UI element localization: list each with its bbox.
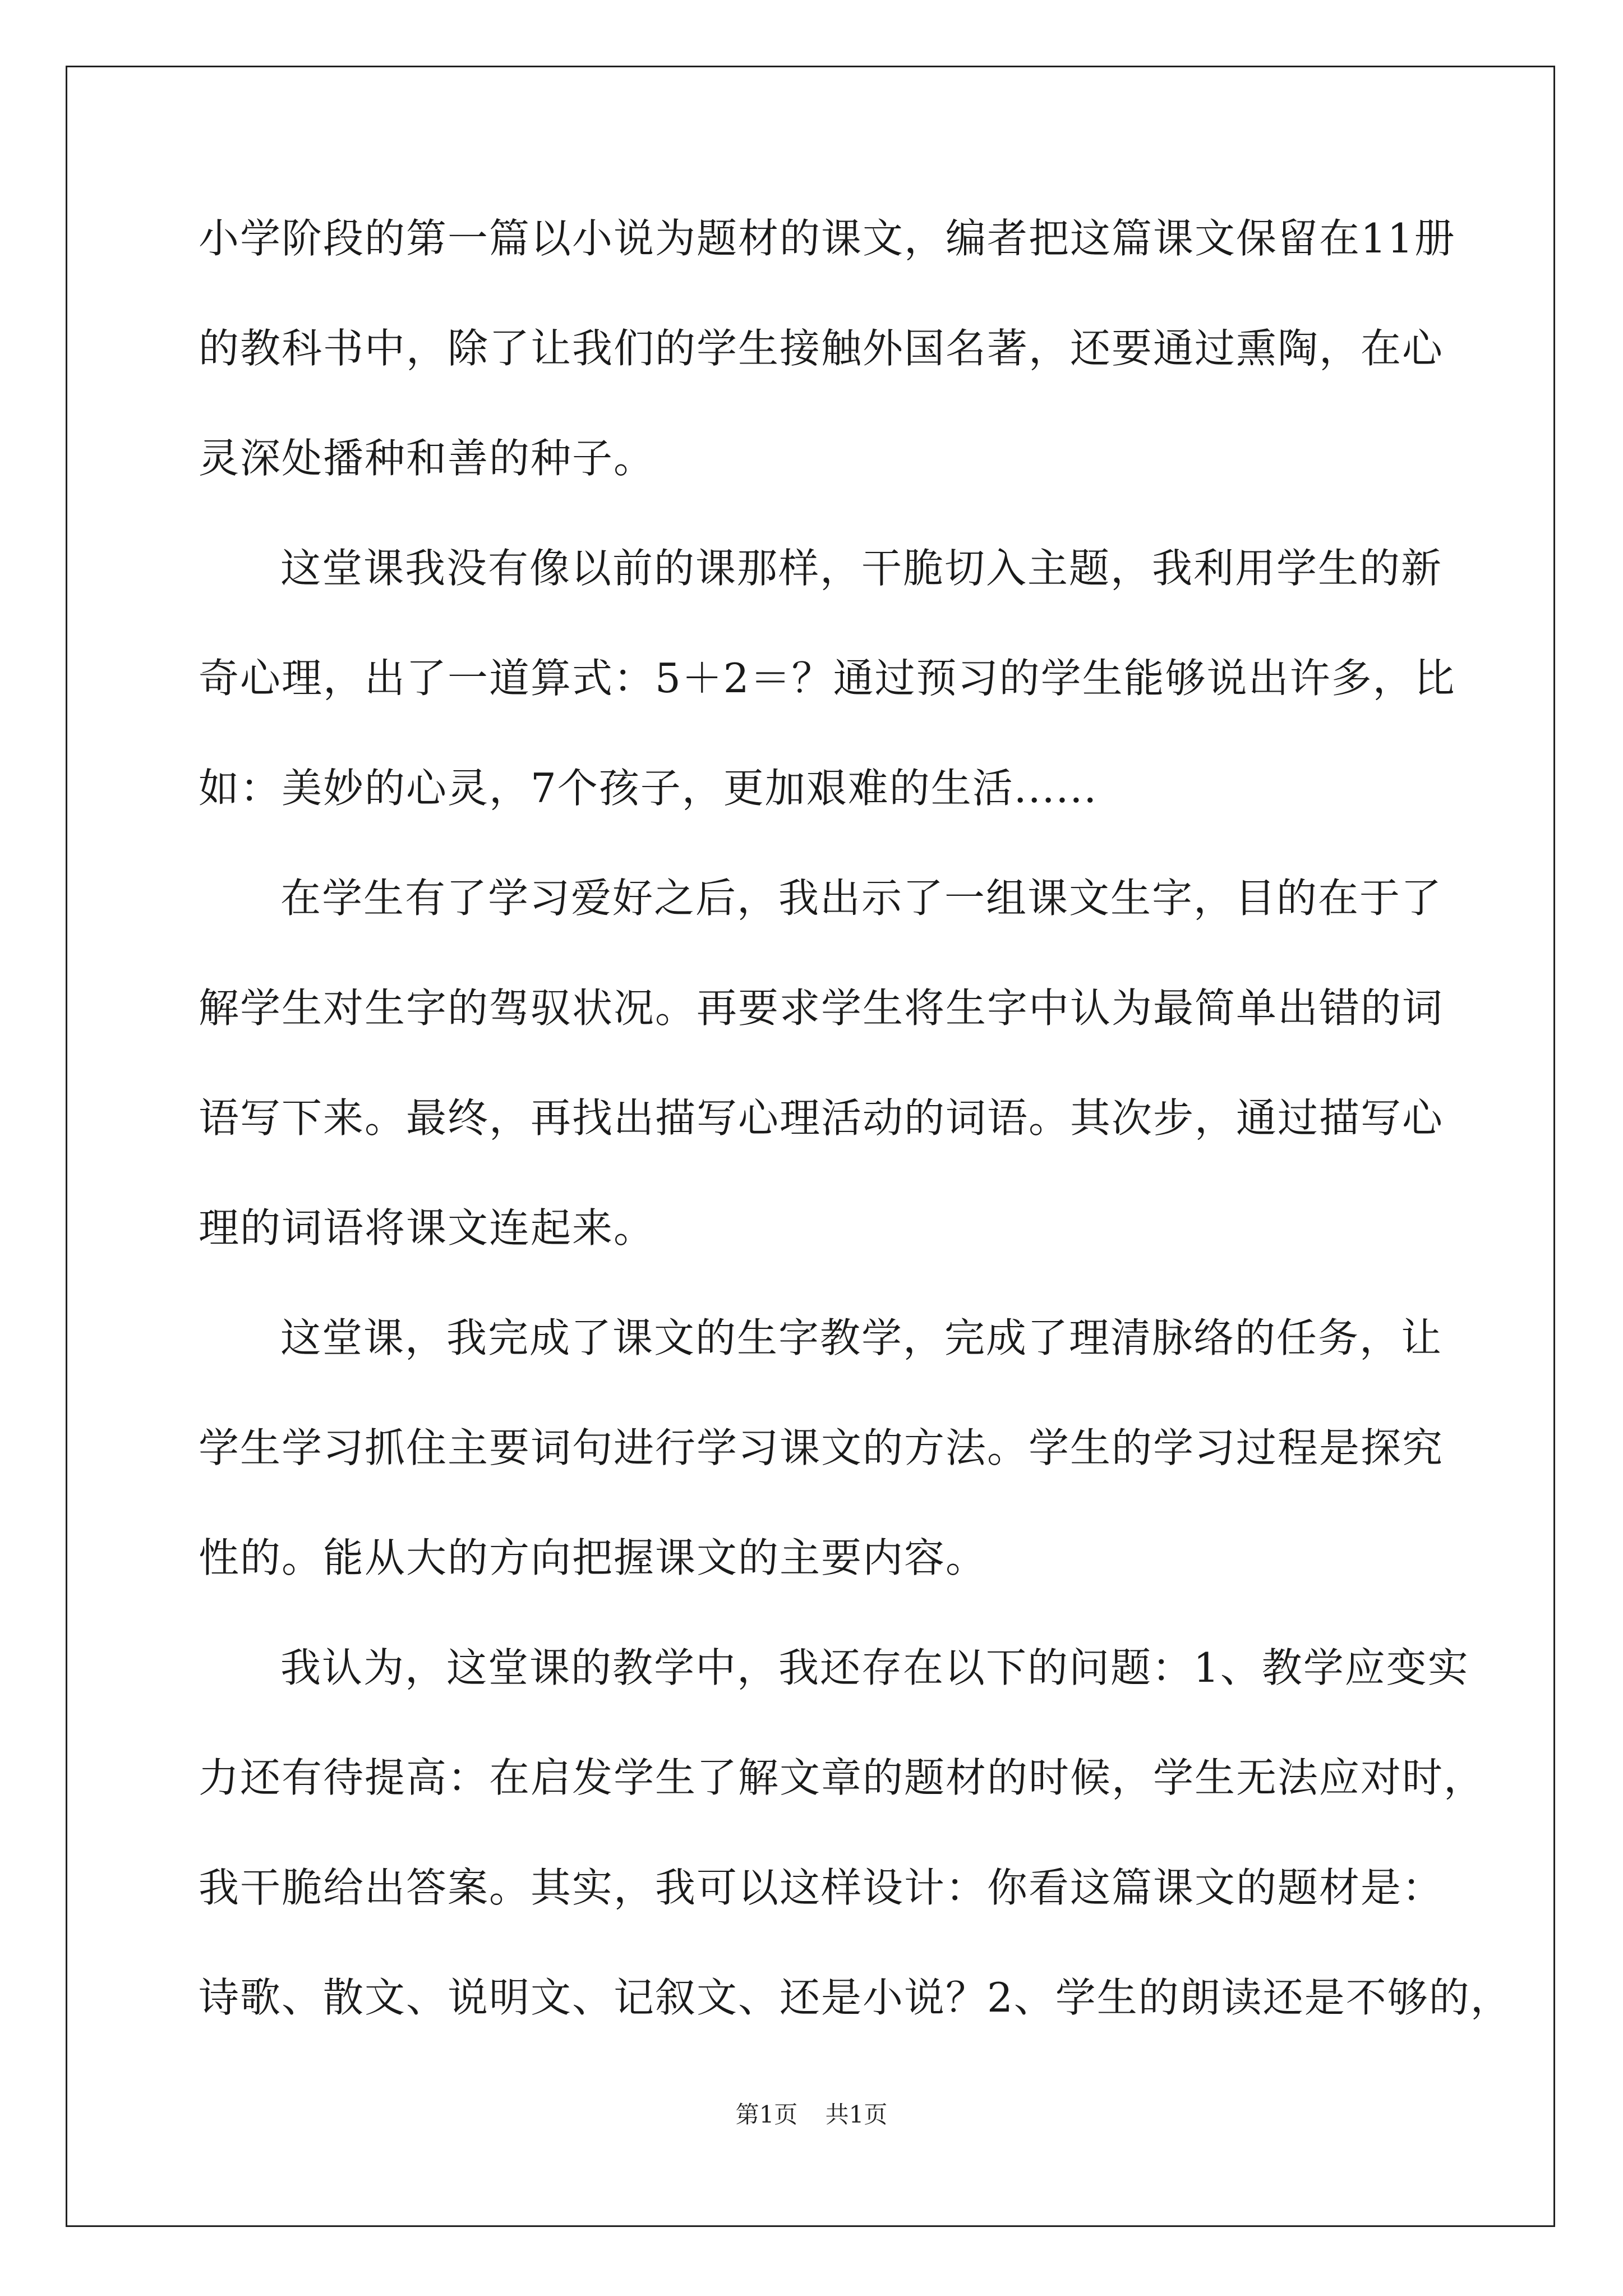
text-line: 语写下来。最终，再找出描写心理活动的词语。其次步，通过描写心 [199, 1094, 1444, 1142]
text-line: 解学生对生字的驾驭状况。再要求学生将生字中认为最简单出错的词 [199, 984, 1444, 1032]
text-line: 学生学习抓住主要词句进行学习课文的方法。学生的学习过程是探究 [199, 1424, 1444, 1471]
text-line: 我干脆给出答案。其实，我可以这样设计：你看这篇课文的题材是： [199, 1864, 1444, 1911]
page-total: 共1页 [825, 2101, 888, 2128]
text-line: 性的。能从大的方向把握课文的主要内容。 [199, 1534, 988, 1581]
text-line: 在学生有了学习爱好之后，我出示了一组课文生字，目的在于了 [280, 875, 1443, 922]
text-line: 诗歌、散文、说明文、记叙文、还是小说？2、学生的朗读还是不够的， [199, 1974, 1512, 2021]
text-line: 我认为，这堂课的教学中，我还存在以下的问题：1、教学应变实 [280, 1644, 1469, 1691]
text-line: 的教科书中，除了让我们的学生接触外国名著，还要通过熏陶，在心 [199, 325, 1444, 372]
page-footer [0, 2098, 1623, 2132]
text-line: 这堂课，我完成了课文的生字教学，完成了理清脉络的任务，让 [280, 1314, 1443, 1361]
text-line: 如：美妙的心灵，7个孩子，更加艰难的生活...... [199, 765, 1098, 812]
text-line: 灵深处播种和善的种子。 [199, 435, 656, 482]
text-line: 小学阶段的第一篇以小说为题材的课文，编者把这篇课文保留在11册 [199, 215, 1456, 262]
page-number: 第1页 [735, 2101, 798, 2128]
text-line: 这堂课我没有像以前的课那样，干脆切入主题，我利用学生的新 [280, 545, 1443, 592]
text-line: 理的词语将课文连起来。 [199, 1204, 656, 1251]
text-line: 力还有待提高：在启发学生了解文章的题材的时候，学生无法应对时， [199, 1754, 1486, 1801]
text-line: 奇心理，出了一道算式：5＋2＝？通过预习的学生能够说出许多，比 [199, 655, 1456, 702]
